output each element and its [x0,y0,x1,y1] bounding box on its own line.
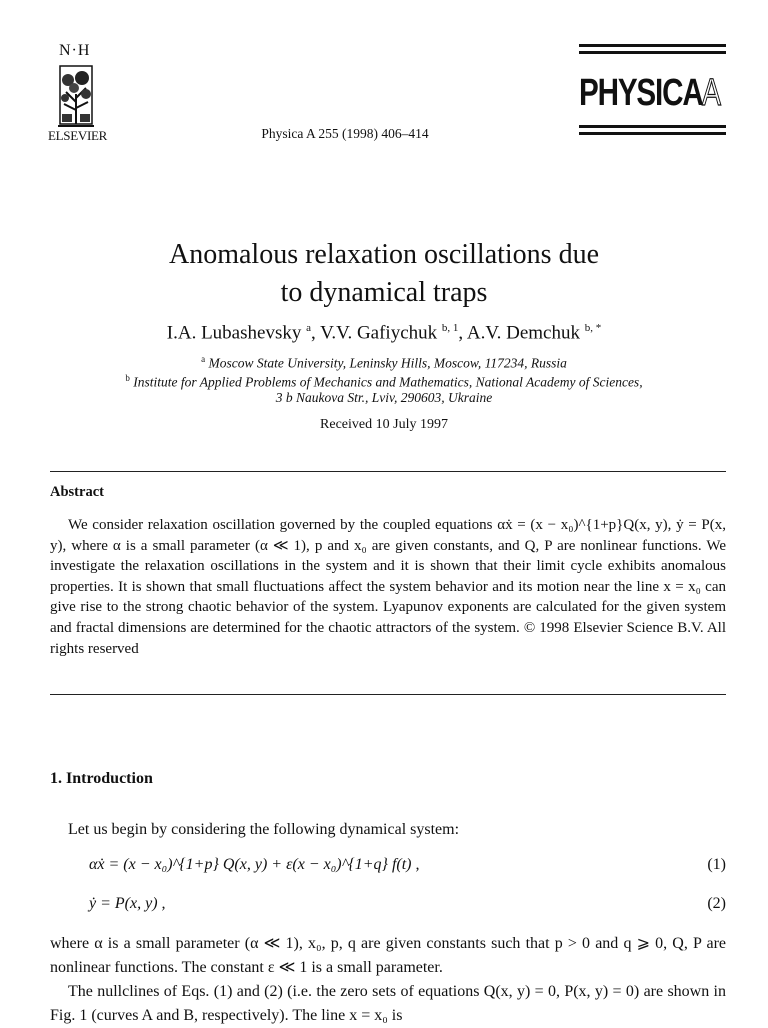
elsevier-tree-icon [54,64,98,132]
author-mark: a [306,322,311,334]
article-title [0,236,768,312]
section-heading: 1. Introduction [50,770,153,787]
abstract-heading: Abstract [50,484,104,500]
brand-rule-bottom-1 [579,125,726,128]
author-mark: b, 1 [441,322,459,334]
author-mark: b, * [584,322,602,334]
equation-1-number: (1) [707,856,726,873]
divider-top [50,471,726,472]
affiliation-b-address [40,388,728,407]
copyright-notice: © 1998 Elsevier Science B.V. All rights reserved [50,619,726,657]
affiliation-text: Moscow State University, Leninsky Hills, Moscow, 117234, Russia [208,355,567,371]
author-name: V.V. Gafiychuk [320,322,438,344]
affiliation-mark: b [125,373,130,383]
title-line-1: Anomalous relaxation oscillations due [168,239,600,270]
brand-rule-top-2 [579,51,726,54]
brand-rule-bottom-2 [579,132,726,135]
affiliation-mark: a [201,354,206,364]
abstract-body [50,515,726,659]
affiliation-text: 3 b Naukova Str., Lviv, 290603, Ukraine [275,390,493,405]
equation-2-number: (2) [707,895,726,912]
author-name: A.V. Demchuk [466,322,580,344]
journal-brand [579,42,726,138]
divider-bottom [50,694,726,695]
publisher-name: ELSEVIER [48,128,107,143]
title-line-2: to dynamical traps [280,277,488,308]
equation-2: ẏ = P(x, y) , [89,895,166,912]
brand-rule-top-1 [579,44,726,47]
journal-reference: Physica A 255 (1998) 406–414 [261,126,429,141]
received-date: Received 10 July 1997 [320,417,448,432]
author-list: I.A. Lubashevsky $^a$, V.V. Gafiychuk $^{b, 1}$, A.V. Demchuk $^{b, *}$ [166,322,602,344]
abstract-text: We consider relaxation oscillation governed by the coupled equations αẋ = (x − x₀)^{1+p}Q(x, y), ẏ = P(x, y), where α is a small parameter (α ≪ 1), p and x₀ are given constants, and Q, P are nonlinear functions. We investigate the relaxation oscillations in the system and it is shown that their limit cycle exhibits anomalous properties. It is shown that small fluctuations affect the system behavior and its motion near the line x = x₀ can give rise to the strong chaotic behavior of the system. Lyapunov exponents are calculated for the given system and fractal dimensions are determined for the chaotic attractors of the system. [50,517,726,636]
journal-letter: A [702,72,722,114]
intro-paragraph-2: The nullclines of Eqs. (1) and (2) (i.e. the zero sets of equations Q(x, y) = 0, P(x, y) = 0) are shown in Fig. 1 (curves A and B, respectively). The line x = x₀ is [50,983,726,1024]
intro-paragraph-1: where α is a small parameter (α ≪ 1), x₀, p, q are given constants such that p > 0 and q ⩾ 0, Q, P are nonlinear functions. The constant ε ≪ 1 is a small parameter. [50,935,726,976]
intro-lead: Let us begin by considering the following dynamical system: [68,821,460,838]
equation-1: αẋ = (x − x₀)^{1+p} Q(x, y) + ε(x − x₀)^{1+q} f(t) , [89,856,420,873]
author-name: I.A. Lubashevsky [166,322,302,344]
publisher-mark: N·H [59,42,91,59]
affiliation-text: Institute for Applied Problems of Mechanics and Mathematics, National Academy of Sciences, [133,374,643,390]
journal-name: PHYSICA [579,72,703,114]
